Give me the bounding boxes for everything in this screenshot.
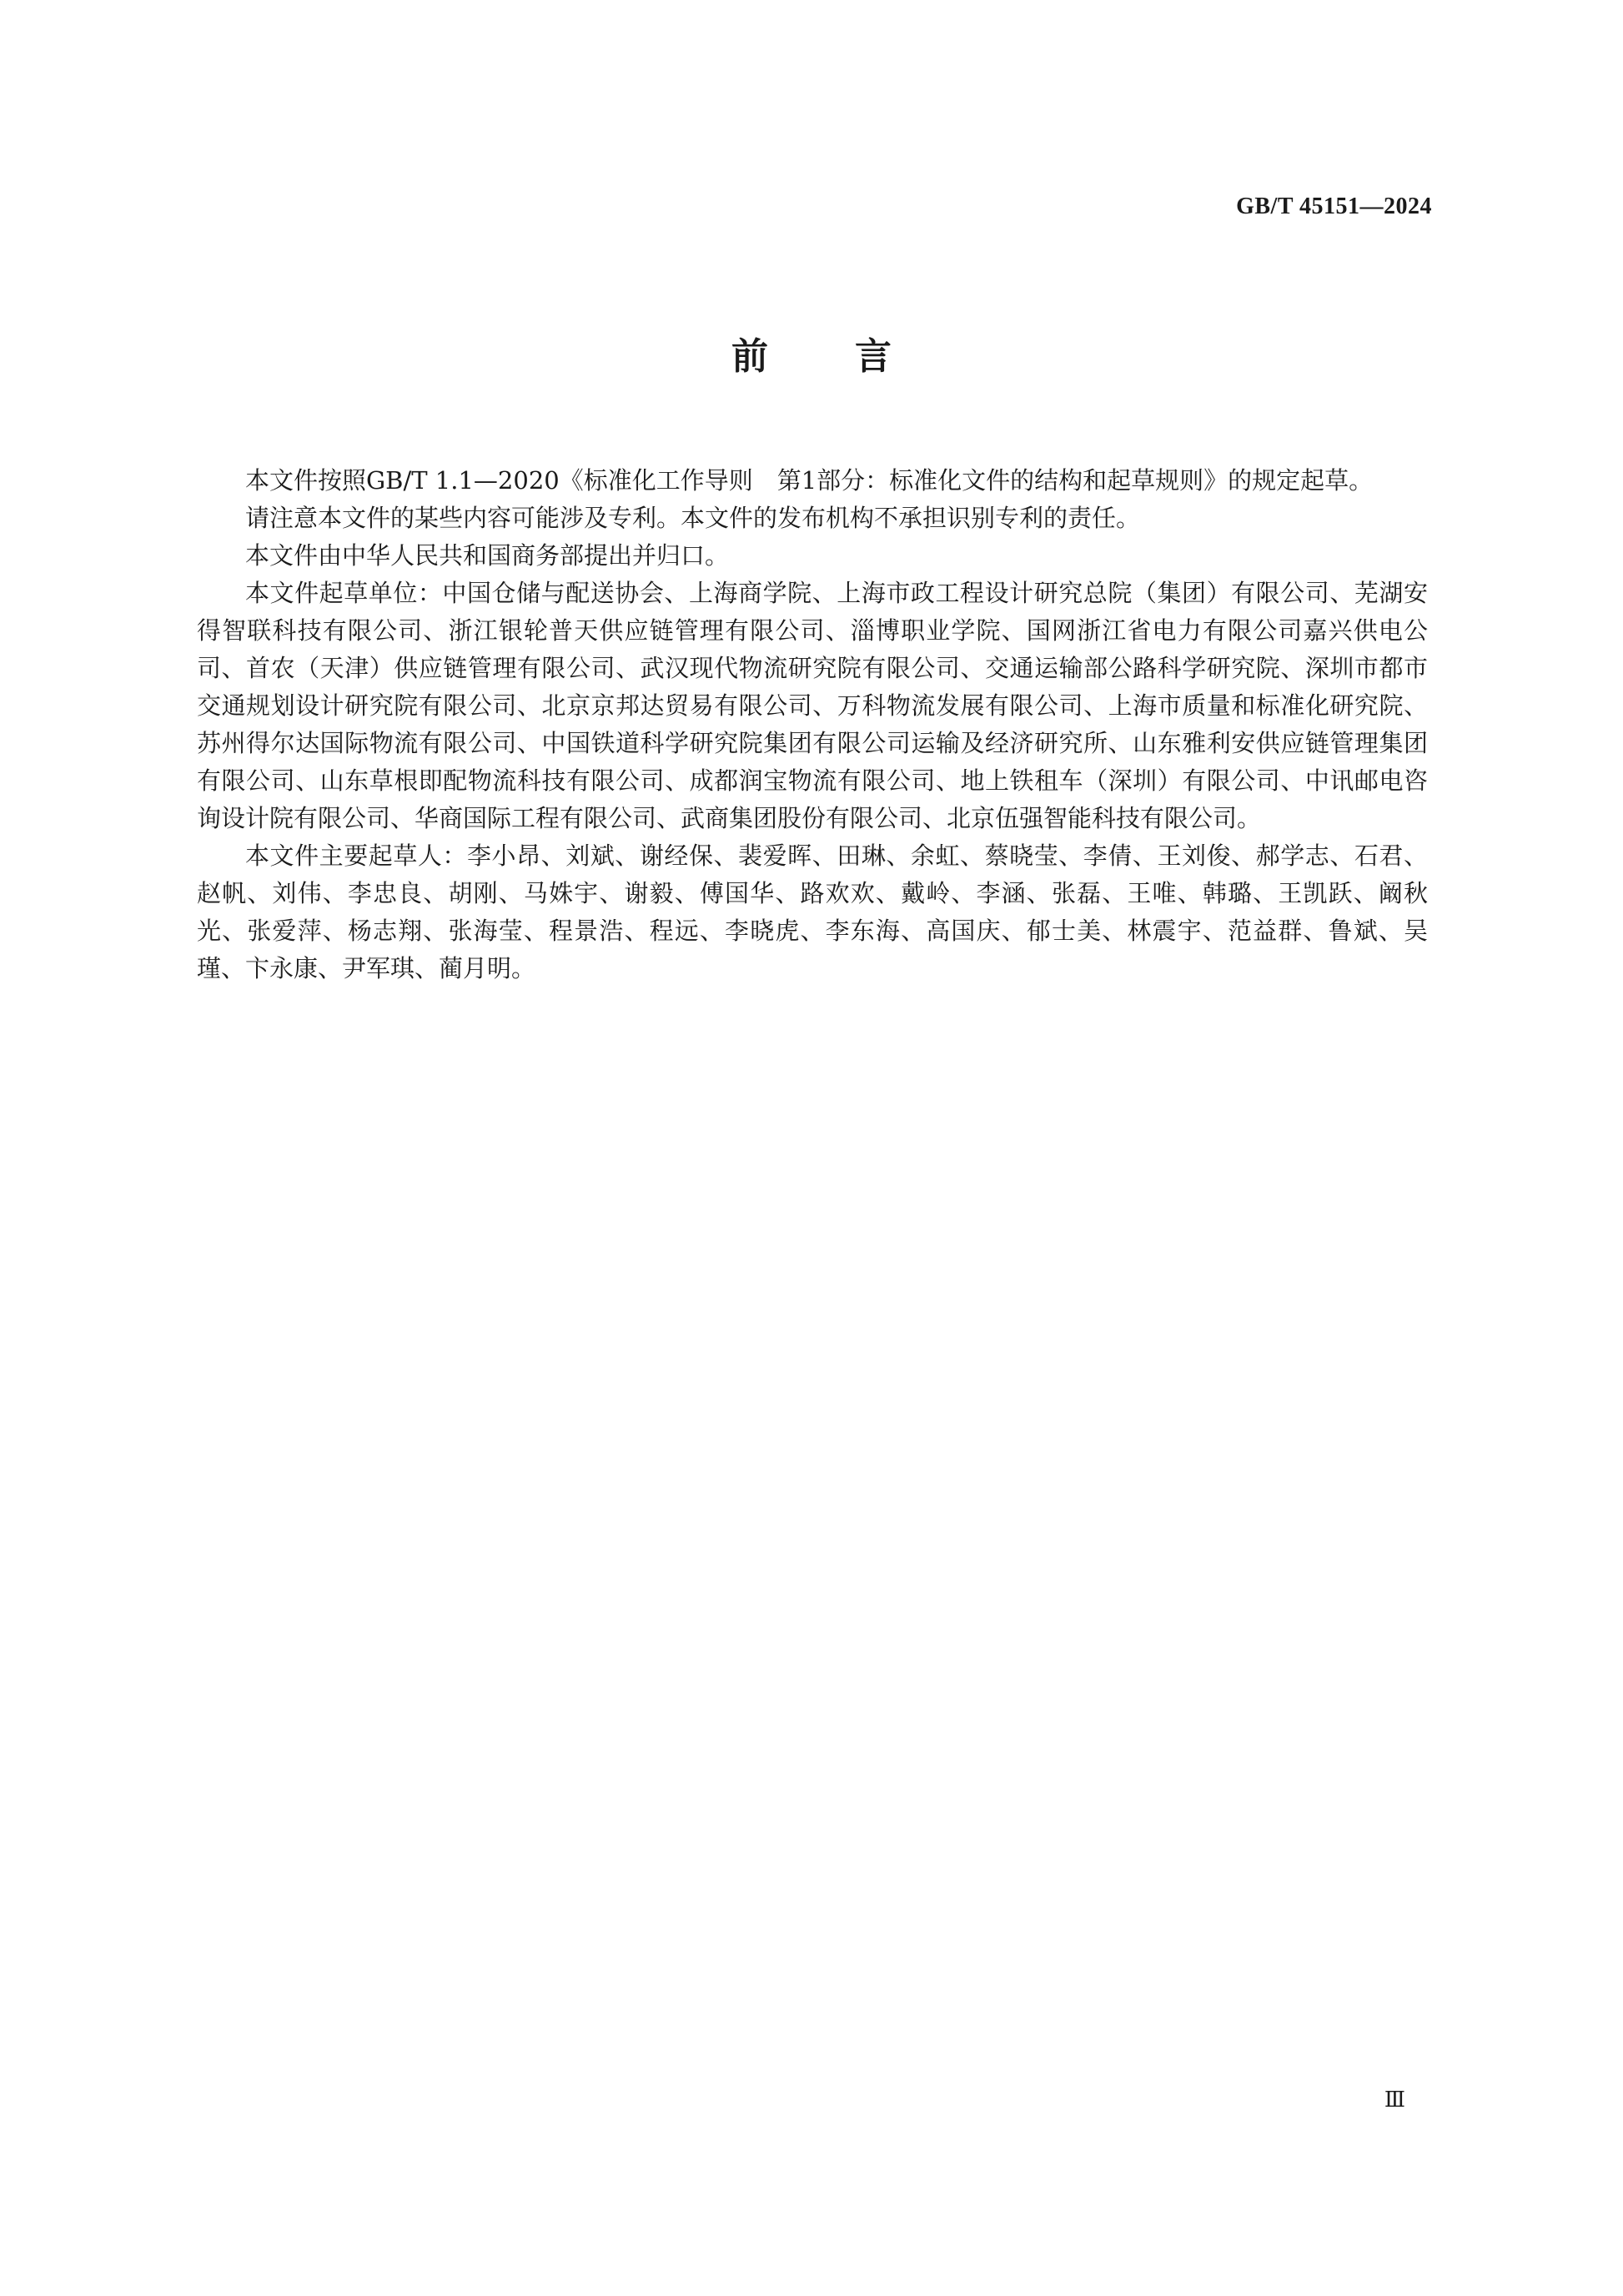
paragraph-patent-notice: 请注意本文件的某些内容可能涉及专利。本文件的发布机构不承担识别专利的责任。	[245, 504, 1141, 532]
standard-number: GB/T 45151—2024	[1236, 193, 1432, 219]
paragraph-drafting-rules: 本文件按照GB/T 1.1—2020《标准化工作导则 第1部分：标准化文件的结构和起草规则》的规定起草。	[245, 466, 1374, 495]
foreword-body	[197, 462, 1428, 987]
paragraph-drafting-units: 本文件起草单位：中国仓储与配送协会、上海商学院、上海市政工程设计研究总院（集团）有限公司、芜湖安得智联科技有限公司、浙江银轮普天供应链管理有限公司、淄博职业学院、国网浙江省电力有限公司嘉兴供电公司、首农（天津）供应链管理有限公司、武汉现代物流研究院有限公司、交通运输部公路科学研究院、深圳市都市交通规划设计研究院有限公司、北京京邦达贸易有限公司、万科物流发展有限公司、上海市质量和标准化研究院、苏州得尔达国际物流有限公司、中国铁道科学研究院集团有限公司运输及经济研究所、山东雅利安供应链管理集团有限公司、山东草根即配物流科技有限公司、成都润宝物流有限公司、地上铁租车（深圳）有限公司、中讯邮电咨询设计院有限公司、华商国际工程有限公司、武商集团股份有限公司、北京伍强智能科技有限公司。	[197, 579, 1428, 832]
paragraph-drafters: 本文件主要起草人：李小昂、刘斌、谢经保、裴爱晖、田琳、余虹、蔡晓莹、李倩、王刘俊、郝学志、石君、赵帆、刘伟、李忠良、胡刚、马姝宇、谢毅、傅国华、路欢欢、戴岭、李涵、张磊、王唯、韩璐、王凯跃、阚秋光、张爱萍、杨志翔、张海莹、程景浩、程远、李晓虎、李东海、高国庆、郁士美、林震宇、范益群、鲁斌、吴瑾、卞永康、尹军琪、蔺月明。	[197, 842, 1428, 982]
page-title: 前言	[731, 335, 978, 378]
paragraph-proposer: 本文件由中华人民共和国商务部提出并归口。	[245, 541, 730, 570]
page-number: Ⅲ	[1384, 2088, 1405, 2112]
